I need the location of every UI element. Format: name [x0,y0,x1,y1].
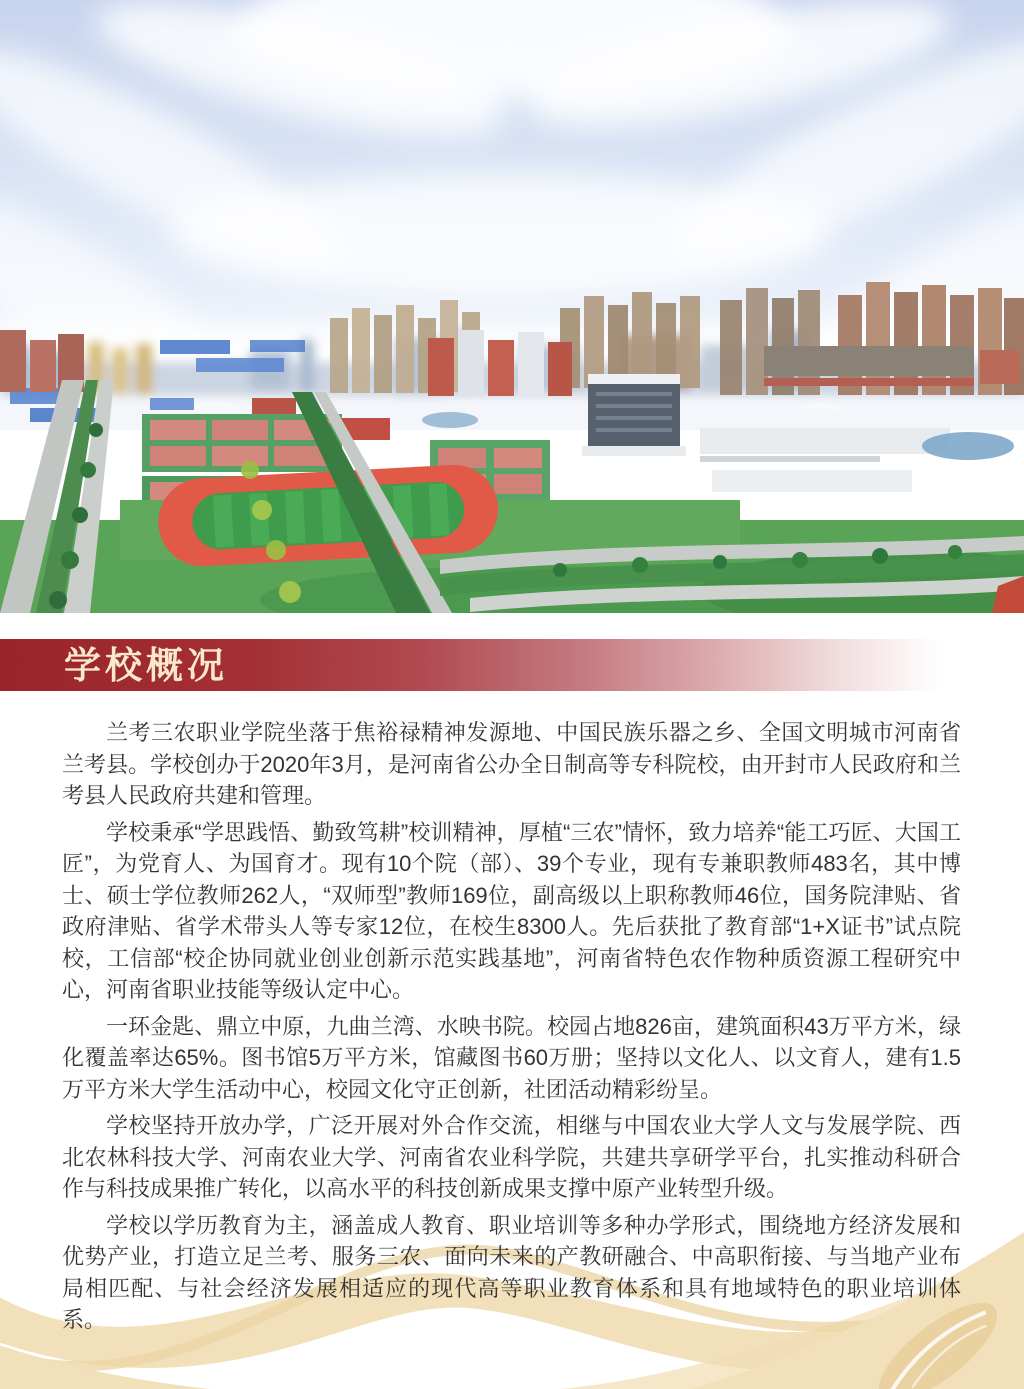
overview-text [62,717,961,1341]
paragraph-campus-facilities: 一环金匙、鼎立中原，九曲兰湾、水映书院。校园占地826亩，建筑面积43万平方米，绿化覆盖率达65%。图书馆5万平方米，馆藏图书60万册；坚持以文化人、以文育人，建有1.5万平方米大学生活动中心，校园文化守正创新，社团活动精彩纷呈。 [62,1013,961,1102]
campus-aerial-photo-svg [0,0,1024,613]
campus-aerial-photo [0,0,1024,613]
paragraph-cooperation: 学校坚持开放办学，广泛开展对外合作交流，相继与中国农业大学人文与发展学院、西北农林科技大学、河南农业大学、河南省农业科学院，共建共享研学平台，扎实推动科研合作与科技成果推广转化，以高水平的科技创新成果支撑中原产业转型升级。 [62,1113,961,1201]
section-banner [0,639,1000,691]
paragraph-education-system: 学校以学历教育为主，涵盖成人教育、职业培训等多种办学形式，围绕地方经济发展和优势产业，打造立足兰考、服务三农、面向未来的产教研融合、中高职衔接、与当地产业布局相匹配、与社会经济发展相适应的现代高等职业教育体系和具有地域特色的职业培训体系。 [62,1212,961,1332]
section-title: 学校概况 [64,645,228,686]
stadium [156,463,500,569]
paragraph-motto-faculty: 学校秉承“学思践悟、勤致笃耕”校训精神，厚植“三农”情怀，致力培养“能工巧匠、大国工匠”，为党育人、为国育才。现有10个院（部）、39个专业，现有专兼职教师483名，其中博士、硕士学位教师262人，“双师型”教师169位，副高级以上职称教师46位，国务院津贴、省政府津贴、省学术带头人等专家12位，在校生8300人。先后获批了教育部“1+X证书”试点院校，工信部“校企协同就业创业创新示范实践基地”，河南省特色农作物种质资源工程研究中心，河南省职业技能等级认定中心。 [62,819,961,1002]
paragraph-intro: 兰考三农职业学院坐落于焦裕禄精神发源地、中国民族乐器之乡、全国文明城市河南省兰考县。学校创办于2020年3月，是河南省公办全日制高等专科院校，由开封市人民政府和兰考县人民政府共建和管理。 [62,720,961,808]
